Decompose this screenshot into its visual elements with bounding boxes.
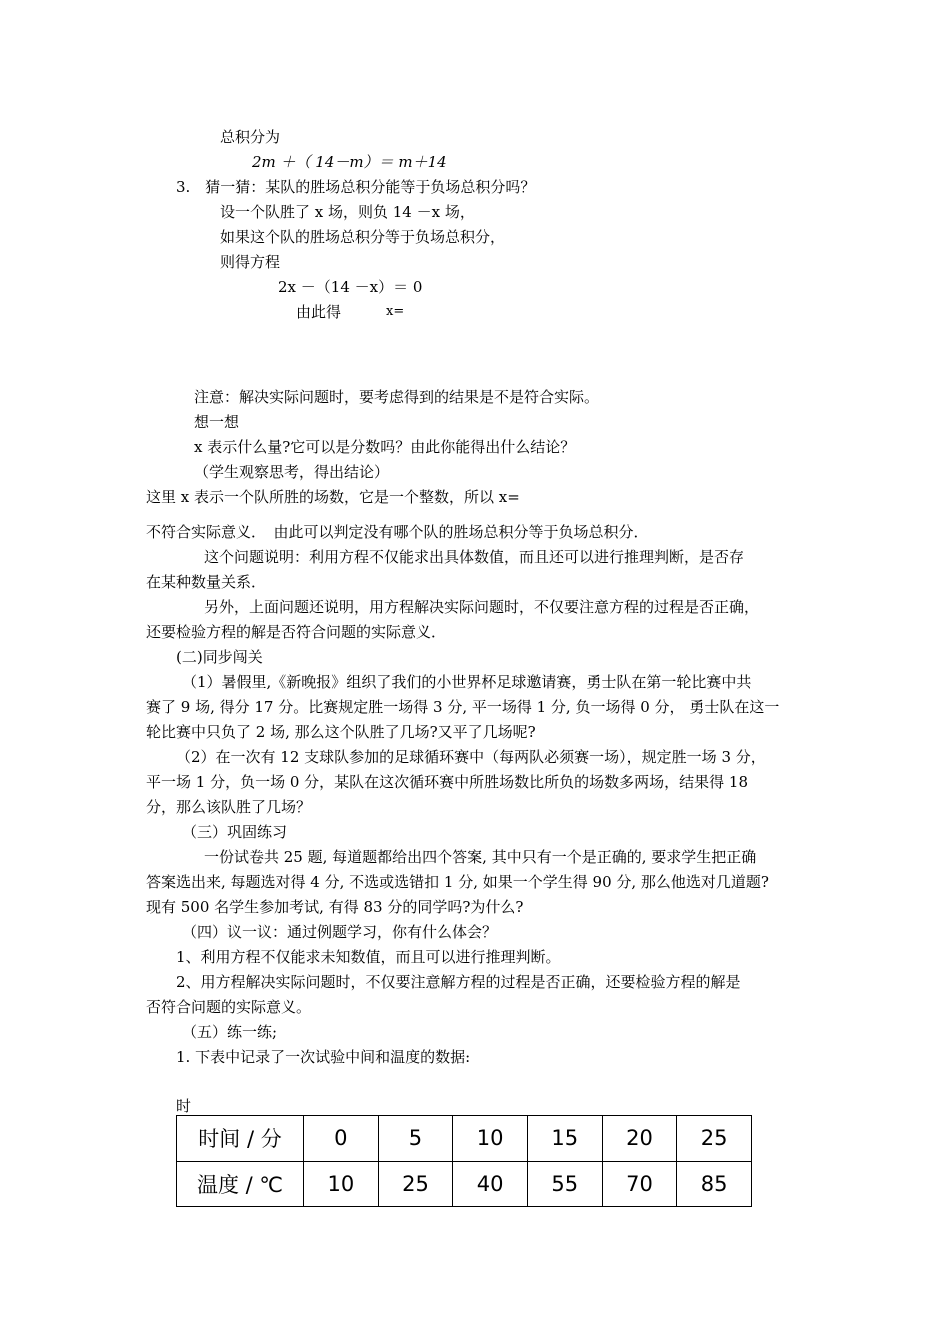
question-heading: 3. 猜一猜：某队的胜场总积分能等于负场总积分吗？: [176, 178, 536, 196]
table-cell: 20: [602, 1116, 677, 1162]
exercise-text: 分，那么该队胜了几场？: [146, 798, 312, 816]
section-label: 想一想: [194, 413, 240, 431]
table-cell: 15: [527, 1116, 602, 1162]
table-cell: 5: [378, 1116, 453, 1162]
exercise-text: 一份试卷共 25 题, 每道题都给出四个答案, 其中只有一个是正确的, 要求学生把正确: [204, 848, 757, 866]
text-line: 不符合实际意义． 由此可以判定没有哪个队的胜场总积分等于负场总积分．: [146, 523, 649, 541]
table-cell: 25: [677, 1116, 752, 1162]
section-heading: （五）练一练;: [182, 1023, 278, 1041]
text-line: 设一个队胜了 x 场，则负 14 －x 场，: [220, 203, 475, 221]
text-line: 总积分为: [220, 128, 281, 146]
row-header-time: 时间 / 分: [177, 1116, 304, 1162]
exercise-text: 平一场 1 分，负一场 0 分，某队在这次循环赛中所胜场数比所负的场数多两场，结果得 18: [146, 773, 749, 791]
exercise-text: 现有 500 名学生参加考试, 有得 83 分的同学吗?为什么?: [146, 898, 524, 916]
text-line: 2、用方程解决实际问题时，不仅要注意解方程的过程是否正确，还要检验方程的解是: [176, 973, 741, 991]
exercise-text: （2）在一次有 12 支球队参加的足球循环赛中（每两队必须赛一场），规定胜一场 3 分，: [176, 748, 766, 766]
text-line: x 表示什么量?它可以是分数吗？由此你能得出什么结论？: [194, 438, 576, 456]
table-cell: 10: [304, 1161, 379, 1207]
text-line: 另外，上面问题还说明，用方程解决实际问题时，不仅要注意方程的过程是否正确，: [204, 598, 760, 616]
exercise-text: 轮比赛中只负了 2 场, 那么这个队胜了几场?又平了几场呢?: [146, 723, 536, 741]
equation: 2x －（14 －x）＝ 0: [278, 278, 423, 296]
note: 注意：解决实际问题时，要考虑得到的结果是不是符合实际。: [194, 388, 600, 406]
table-cell: 10: [453, 1116, 528, 1162]
text-line: 在某种数量关系．: [146, 573, 267, 591]
section-heading: (二)同步闯关: [176, 648, 263, 666]
text-line: 则得方程: [220, 253, 281, 271]
table-cell: 55: [527, 1161, 602, 1207]
table-cell: 85: [677, 1161, 752, 1207]
exercise-text: （1）暑假里,《新晚报》组织了我们的小世界杯足球邀请赛，勇士队在第一轮比赛中共: [182, 673, 752, 691]
table-cell: 40: [453, 1161, 528, 1207]
text-line: （学生观察思考，得出结论）: [194, 463, 390, 481]
text-line: 由此得: [296, 303, 342, 321]
section-heading: （四）议一议：通过例题学习，你有什么体会？: [182, 923, 498, 941]
table-cell: 25: [378, 1161, 453, 1207]
text-line: 这个问题说明：利用方程不仅能求出具体数值，而且还可以进行推理判断，是否存: [204, 548, 745, 566]
exercise-text: 答案选出来, 每题选对得 4 分, 不选或选错扣 1 分, 如果一个学生得 90 分, 那么他选对几道题?: [146, 873, 769, 891]
text-line: 否符合问题的实际意义。: [146, 998, 312, 1016]
table-cell: 70: [602, 1161, 677, 1207]
text-line: 这里 x 表示一个队所胜的场数，它是一个整数，所以 x=: [146, 488, 520, 506]
section-heading: （三）巩固练习: [182, 823, 288, 841]
table-row: [177, 1116, 752, 1162]
text-line: 1、利用方程不仅能求未知数值，而且可以进行推理判断。: [176, 948, 561, 966]
equation: 2m ＋（ 14－m）＝ m＋14: [252, 153, 447, 171]
text-line: 时: [176, 1097, 192, 1115]
table-cell: 0: [304, 1116, 379, 1162]
exercise-text: 1. 下表中记录了一次试验中间和温度的数据:: [176, 1048, 471, 1066]
data-table: [176, 1115, 752, 1207]
answer-blank: x=: [386, 304, 405, 319]
text-line: 如果这个队的胜场总积分等于负场总积分，: [220, 228, 506, 246]
row-header-temperature: 温度 / ℃: [177, 1161, 304, 1207]
table-row: [177, 1161, 752, 1207]
exercise-text: 赛了 9 场, 得分 17 分。比赛规定胜一场得 3 分, 平一场得 1 分, 负一场得 0 分， 勇士队在这一: [146, 698, 780, 716]
text-line: 还要检验方程的解是否符合问题的实际意义．: [146, 623, 447, 641]
